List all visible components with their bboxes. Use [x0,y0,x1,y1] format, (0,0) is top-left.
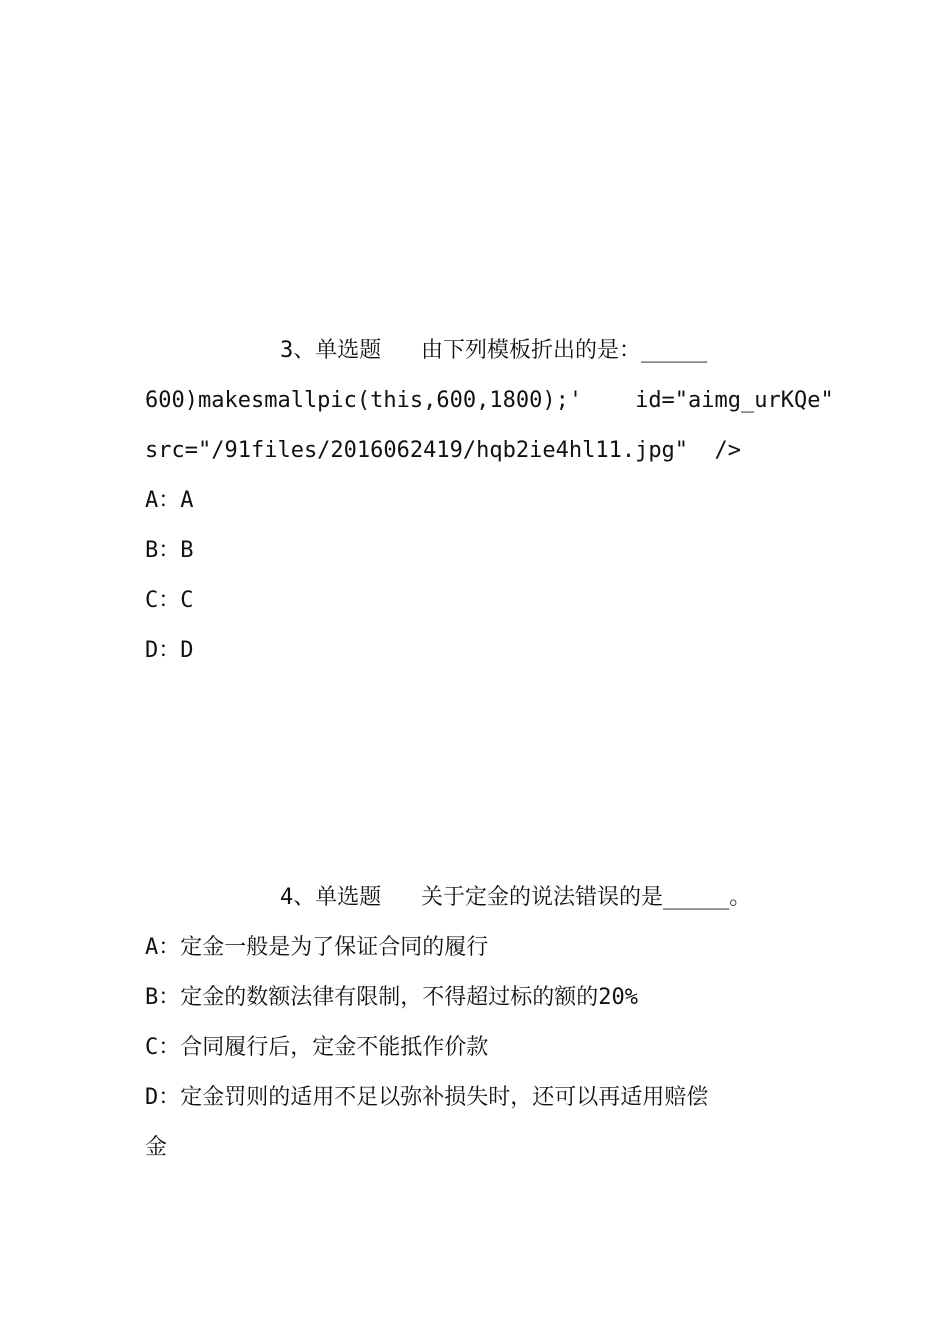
question-4-option-c: C：合同履行后，定金不能抵作价款 [145,1035,489,1060]
question-3-option-d: D：D [145,638,194,663]
question-3-option-b: B：B [145,538,194,563]
question-4-option-d-continuation: 金 [145,1135,168,1160]
question-3-body-line-1: 600)makesmallpic(this,600,1800);' id="aimg_urKQe" [145,388,834,413]
question-4-title: 4、单选题 关于定金的说法错误的是_____。 [280,885,752,910]
question-4-option-d: D：定金罚则的适用不足以弥补损失时，还可以再适用赔偿 [145,1085,709,1110]
question-4-option-b: B：定金的数额法律有限制，不得超过标的额的20% [145,985,638,1010]
question-3-body-line-2: src="/91files/2016062419/hqb2ie4hl11.jpg" /> [145,438,742,463]
question-3-option-a: A：A [145,488,194,513]
question-4-option-a: A：定金一般是为了保证合同的履行 [145,935,489,960]
question-3-option-c: C：C [145,588,194,613]
question-3-title: 3、单选题 由下列模板折出的是：_____ [280,338,708,363]
